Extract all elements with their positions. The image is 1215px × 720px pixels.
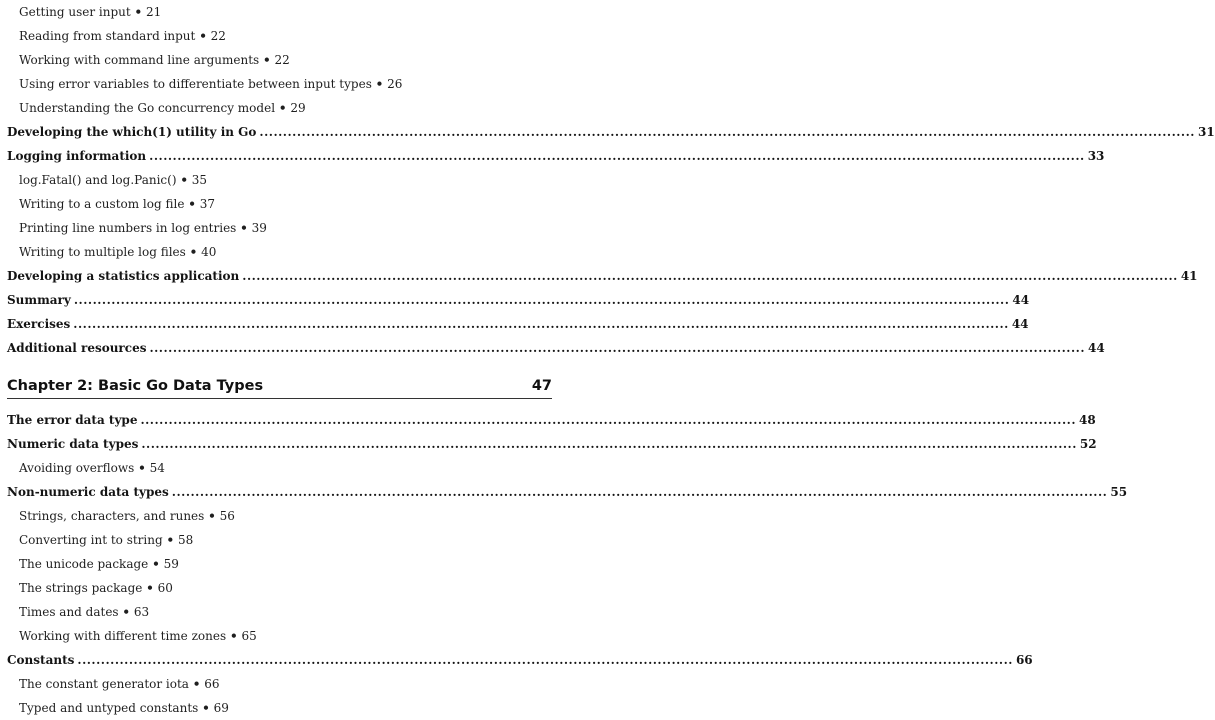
entry-page-number: 66 [1015,653,1033,667]
entry-page-number: 29 [286,101,306,115]
dot-leader: ........................................................................................................................................................................................................ [171,485,1108,499]
entry-title: Working with different time zones [19,629,230,643]
toc-subentry[interactable] [0,25,574,47]
toc-section-entry[interactable] [0,409,1096,431]
toc-subentry-text [19,457,165,479]
dot-leader: ........................................................................................................................................................................................................ [149,341,1085,355]
chapter-heading [7,370,552,399]
toc-subentry[interactable] [0,673,574,695]
bullet-separator: • [240,221,248,235]
toc-subentry-text [19,49,290,71]
toc-subentry-text [19,217,267,239]
toc-subentry[interactable] [0,1,574,23]
entry-title: Constants [7,653,75,667]
entry-page-number: 22 [206,29,226,43]
toc-subentry[interactable] [0,169,574,191]
entry-title: Using error variables to differentiate between input types [19,77,376,91]
entry-page-number: 52 [1079,437,1097,451]
toc-section-entry[interactable] [0,289,1030,311]
entry-title: Avoiding overflows [19,461,139,475]
bullet-separator: • [188,197,196,211]
toc-entry-line [7,481,1128,503]
entry-title: Strings, characters, and runes [19,509,209,523]
entry-title: Additional resources [7,341,147,355]
toc-subentry[interactable] [0,505,574,527]
entry-page-number: 54 [145,461,165,475]
dot-leader: ........................................................................................................................................................................................................ [77,653,1013,667]
toc-subentry-text [19,73,402,95]
entry-title: Converting int to string [19,533,167,547]
toc-subentry-text [19,673,220,695]
toc-subentry-text [19,25,226,47]
entry-page-number: 31 [1197,125,1215,139]
bullet-separator: • [202,701,210,715]
toc-section-entry[interactable] [0,433,1097,455]
entry-page-number: 22 [270,53,290,67]
dot-leader: ........................................................................................................................................................................................................ [141,437,1077,451]
bullet-separator: • [146,581,154,595]
dot-leader: ........................................................................................................................................................................................................ [140,413,1076,427]
entry-title: Times and dates [19,605,123,619]
toc-subentry[interactable] [0,241,574,263]
entry-page-number: 48 [1079,413,1096,427]
chapter-title: Chapter 2: Basic Go Data Types [7,378,264,394]
bullet-separator: • [263,53,271,67]
entry-page-number: 41 [1180,269,1198,283]
entry-title: Typed and untyped constants [19,701,203,715]
entry-title: Working with command line arguments [19,53,263,67]
toc-subentry-text [19,505,235,527]
toc-subentry[interactable] [0,49,574,71]
dot-leader: ........................................................................................................................................................................................................ [259,125,1195,139]
toc-subentry-text [19,193,215,215]
bullet-separator: • [208,509,216,523]
toc-subentry[interactable] [0,73,574,95]
entry-page-number: 44 [1011,317,1029,331]
toc-subentry[interactable] [0,97,574,119]
toc-subentry[interactable] [0,697,574,719]
toc-subentry-text [19,697,229,719]
entry-title: Logging information [7,149,147,163]
entry-title: Summary [7,293,71,307]
entry-page-number: 44 [1012,293,1030,307]
bullet-separator: • [138,461,146,475]
bullet-separator: • [189,245,198,259]
entry-title: Developing a statistics application [7,269,240,283]
entry-title: log.Fatal() and log.Panic() [19,173,181,187]
toc-subentry-text [19,553,179,575]
entry-page-number: 33 [1087,149,1105,163]
toc-subentry-text [19,241,216,263]
dot-leader: ........................................................................................................................................................................................................ [242,269,1178,283]
entry-page-number: 58 [174,533,194,547]
entry-page-number: 44 [1088,341,1105,355]
entry-page-number: 65 [237,629,257,643]
entry-title: Reading from standard input [19,29,200,43]
entry-page-number: 69 [209,701,229,715]
bullet-separator: • [375,77,384,91]
entry-page-number: 37 [195,197,216,211]
entry-page-number: 39 [247,221,267,235]
entry-page-number: 55 [1110,485,1128,499]
bullet-separator: • [152,557,160,571]
toc-entry-line [7,289,1030,311]
toc-entry-line [7,313,1029,335]
toc-entry-line [7,649,1033,671]
toc-section-entry[interactable] [0,481,1128,503]
toc-entry-line [7,337,1105,359]
toc-subentry[interactable] [0,577,574,599]
toc-section-entry[interactable] [0,649,1033,671]
entry-page-number: 35 [187,173,208,187]
toc-section-entry[interactable] [0,265,1198,287]
toc-section-entry[interactable] [0,337,1105,359]
toc-subentry[interactable] [0,193,574,215]
bullet-separator: • [192,677,201,691]
toc-section-entry[interactable] [0,145,1105,167]
entry-title: Exercises [7,317,71,331]
chapter-page-number: 47 [531,378,552,394]
bullet-separator: • [278,101,287,115]
toc-subentry-text [19,97,306,119]
toc-subentry-text [19,601,149,623]
bullet-separator: • [180,173,188,187]
toc-section-entry[interactable] [0,313,1029,335]
bullet-separator: • [199,29,207,43]
toc-subentry[interactable] [0,625,574,647]
toc-entry-line [7,265,1198,287]
toc-subentry[interactable] [0,457,574,479]
entry-title: Writing to multiple log files [19,245,190,259]
bullet-separator: • [134,5,143,19]
toc-subentry[interactable] [0,553,574,575]
entry-page-number: 63 [130,605,150,619]
toc-section-entry[interactable] [0,121,1215,143]
entry-title: Numeric data types [7,437,139,451]
dot-leader: ........................................................................................................................................................................................................ [73,293,1010,307]
toc-entry-line [7,433,1097,455]
toc-subentry-text [19,169,207,191]
toc-entry-line [7,145,1105,167]
entry-page-number: 59 [159,557,179,571]
toc-subentry-text [19,1,161,23]
entry-title: The constant generator iota [19,677,193,691]
bullet-separator: • [229,629,238,643]
toc-subentry[interactable] [0,529,574,551]
entry-title: Understanding the Go concurrency model [19,101,279,115]
entry-title: Writing to a custom log file [19,197,189,211]
entry-title: Getting user input [19,5,135,19]
entry-page-number: 56 [215,509,235,523]
bullet-separator: • [122,605,131,619]
toc-subentry-text [19,529,193,551]
entry-title: The unicode package [19,557,153,571]
entry-title: Developing the which(1) utility in Go [7,125,257,139]
entry-title: Printing line numbers in log entries [19,221,241,235]
entry-page-number: 66 [200,677,220,691]
toc-entry-line [7,409,1096,431]
entry-title: Non-numeric data types [7,485,169,499]
toc-entry-line [7,121,1215,143]
toc-subentry-text [19,577,173,599]
entry-page-number: 60 [153,581,173,595]
entry-title: The strings package [19,581,147,595]
entry-title: The error data type [7,413,138,427]
entry-page-number: 40 [197,245,217,259]
bullet-separator: • [166,533,175,547]
dot-leader: ........................................................................................................................................................................................................ [149,149,1085,163]
toc-subentry[interactable] [0,601,574,623]
toc-subentry[interactable] [0,217,574,239]
dot-leader: ........................................................................................................................................................................................................ [73,317,1009,331]
toc-subentry-text [19,625,257,647]
entry-page-number: 21 [142,5,162,19]
entry-page-number: 26 [383,77,403,91]
